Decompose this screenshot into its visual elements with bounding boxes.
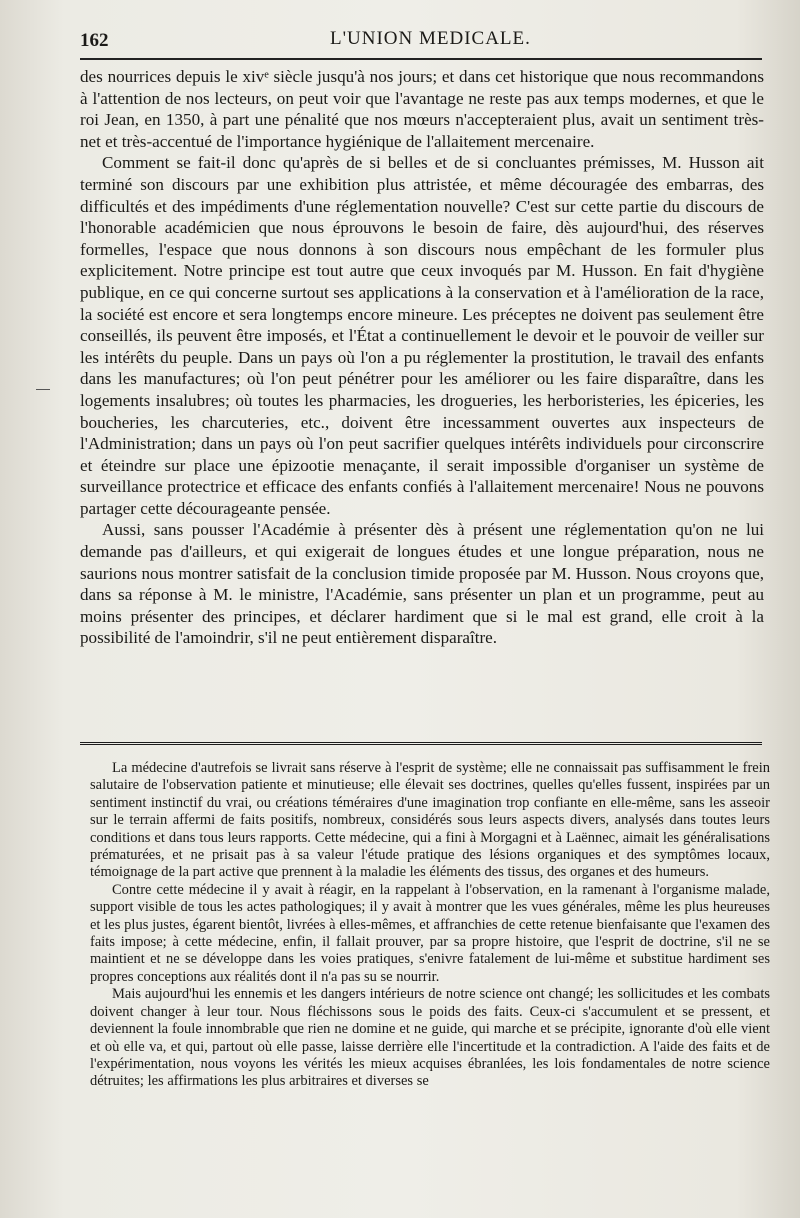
header-rule [80, 58, 762, 60]
running-title: L'UNION MEDICALE. [330, 28, 531, 49]
lower-paragraph: La médecine d'autrefois se livrait sans réserve à l'esprit de système; elle ne connaissait pas suffisamment le frein salutaire de l'observation patiente et minutieuse; elle élevait ses doctrines, quelles qu'elles fussent, inspirées par un sentiment instinctif du vrai, ou créations téméraires d'une imagination trop confiante en elle-même, sans les asseoir sur le terrain affermi de faits positifs, nombreux, considérés sous leurs aspects divers, analysés dans toutes leurs conditions et dans tous leurs rapports. Cette médecine, qui a fini à Morgagni et à Laënnec, aimait les généralisations prématurées, et ne prisait pas à sa valeur l'étude pratique des lésions organiques et des symptômes locaux, témoignage de la part active que prennent à la maladie les éléments des tissus, des organes et des humeurs. [90, 760, 770, 881]
body-paragraph: Comment se fait-il donc qu'après de si belles et de si concluantes prémisses, M. Husson ait terminé son discours par une exhibition plus attristée, et même découragée des embarras, des difficultés et des impédiments d'une réglementation nouvelle? C'est sur cette partie du discours de l'honorable académicien que nous éprouvons le besoin de faire, dès aujourd'hui, des réserves formelles, l'espace que nous donnons à son discours nous empêchant de les formuler plus explicitement. Notre principe est tout autre que ceux invoqués par M. Husson. En fait d'hygiène publique, en ce qui concerne surtout ses applications à la conservation et à l'amélioration de la race, la société est encore et sera longtemps encore mineure. Les préceptes ne doivent pas seulement être conseillés, ils peuvent être imposés, et l'État a continuellement le devoir et le pouvoir de veiller sur les intérêts du peuple. Dans un pays où l'on a pu réglementer la prostitution, le travail des enfants dans les manufactures; où l'on peut pénétrer pour les améliorer ou les faire disparaître, dans les logements insalubres; où toutes les pharmacies, les drogueries, les herboristeries, les épiceries, les boucheries, les charcuteries, etc., doivent être incessamment ouvertes aux inspecteurs de l'Administration; dans un pays où l'on peut sacrifier quelques intérêts individuels pour circonscrire et éteindre sur place une épizootie menaçante, il serait impossible d'organiser un système de surveillance protectrice et efficace des enfants confiés à l'allaitement mercenaire! Nous ne pouvons partager cette décourageante pensée. [80, 153, 764, 518]
lower-text [90, 760, 770, 1091]
page-header [80, 22, 760, 56]
lower-paragraph: Mais aujourd'hui les ennemis et les dangers intérieurs de notre science ont changé; les sollicitudes et les combats doivent changer à leur tour. Nous fléchissons sous le poids des faits. Ceux-ci s'accumulent et se pressent, et deviennent la foule innombrable que rien ne domine et ne guide, qui marche et se précipite, ignorante d'où elle vient et où elle va, et qui, partout où elle passe, laisse derrière elle l'incertitude et la contradiction. A l'aide des faits et de l'expérimentation, nous voyons les vérités les mieux acquises ébranlées, les lois fondamentales de notre science détruites; les affirmations les plus arbitraires et diverses se [90, 986, 770, 1090]
main-text [80, 66, 764, 649]
section-separator [80, 742, 762, 749]
body-paragraph: des nourrices depuis le xivᵉ siècle jusqu'à nos jours; et dans cet historique que nous recommandons à l'attention de nos lecteurs, on peut voir que l'avantage ne reste pas aux temps modernes, et que le roi Jean, en 1350, à part une pénalité que nos mœurs n'accepteraient plus, avait un sentiment très-net et très-accentué de l'importance hygiénique de l'allaitement mercenaire. [80, 67, 764, 151]
margin-mark [36, 389, 50, 390]
lower-paragraph: Contre cette médecine il y avait à réagir, en la rappelant à l'observation, en la ramenant à l'organisme malade, support visible de tous les actes pathologiques; il y avait à montrer que les vues générales, même les plus heureuses et les plus justes, égarent bientôt, livrées à elles-mêmes, et affranchies de cette retenue bienfaisante que l'examen des faits impose; à cette médecine, enfin, il fallait prouver, par sa propre histoire, que l'esprit de doctrine, s'il ne se maintient et ne se développe dans les voies pratiques, s'enivre fatalement de lui-même et substitue hardiment ses propres conceptions aux réalités dont il n'a pas su se nourrir. [90, 881, 770, 985]
body-paragraph: Aussi, sans pousser l'Académie à présenter dès à présent une réglementation qu'on ne lui demande pas d'ailleurs, et qui exigerait de longues études et une longue préparation, nous ne saurions nous montrer satisfait de la conclusion timide proposée par M. Husson. Nous croyons que, dans sa réponse à M. le ministre, l'Académie, sans présenter un plan et un programme, peut au moins présenter des principes, et déclarer hardiment que si le mal est grand, elle croit à la possibilité de l'amoindrir, s'il ne peut entièrement disparaître. [80, 520, 764, 648]
page-number: 162 [80, 30, 109, 51]
